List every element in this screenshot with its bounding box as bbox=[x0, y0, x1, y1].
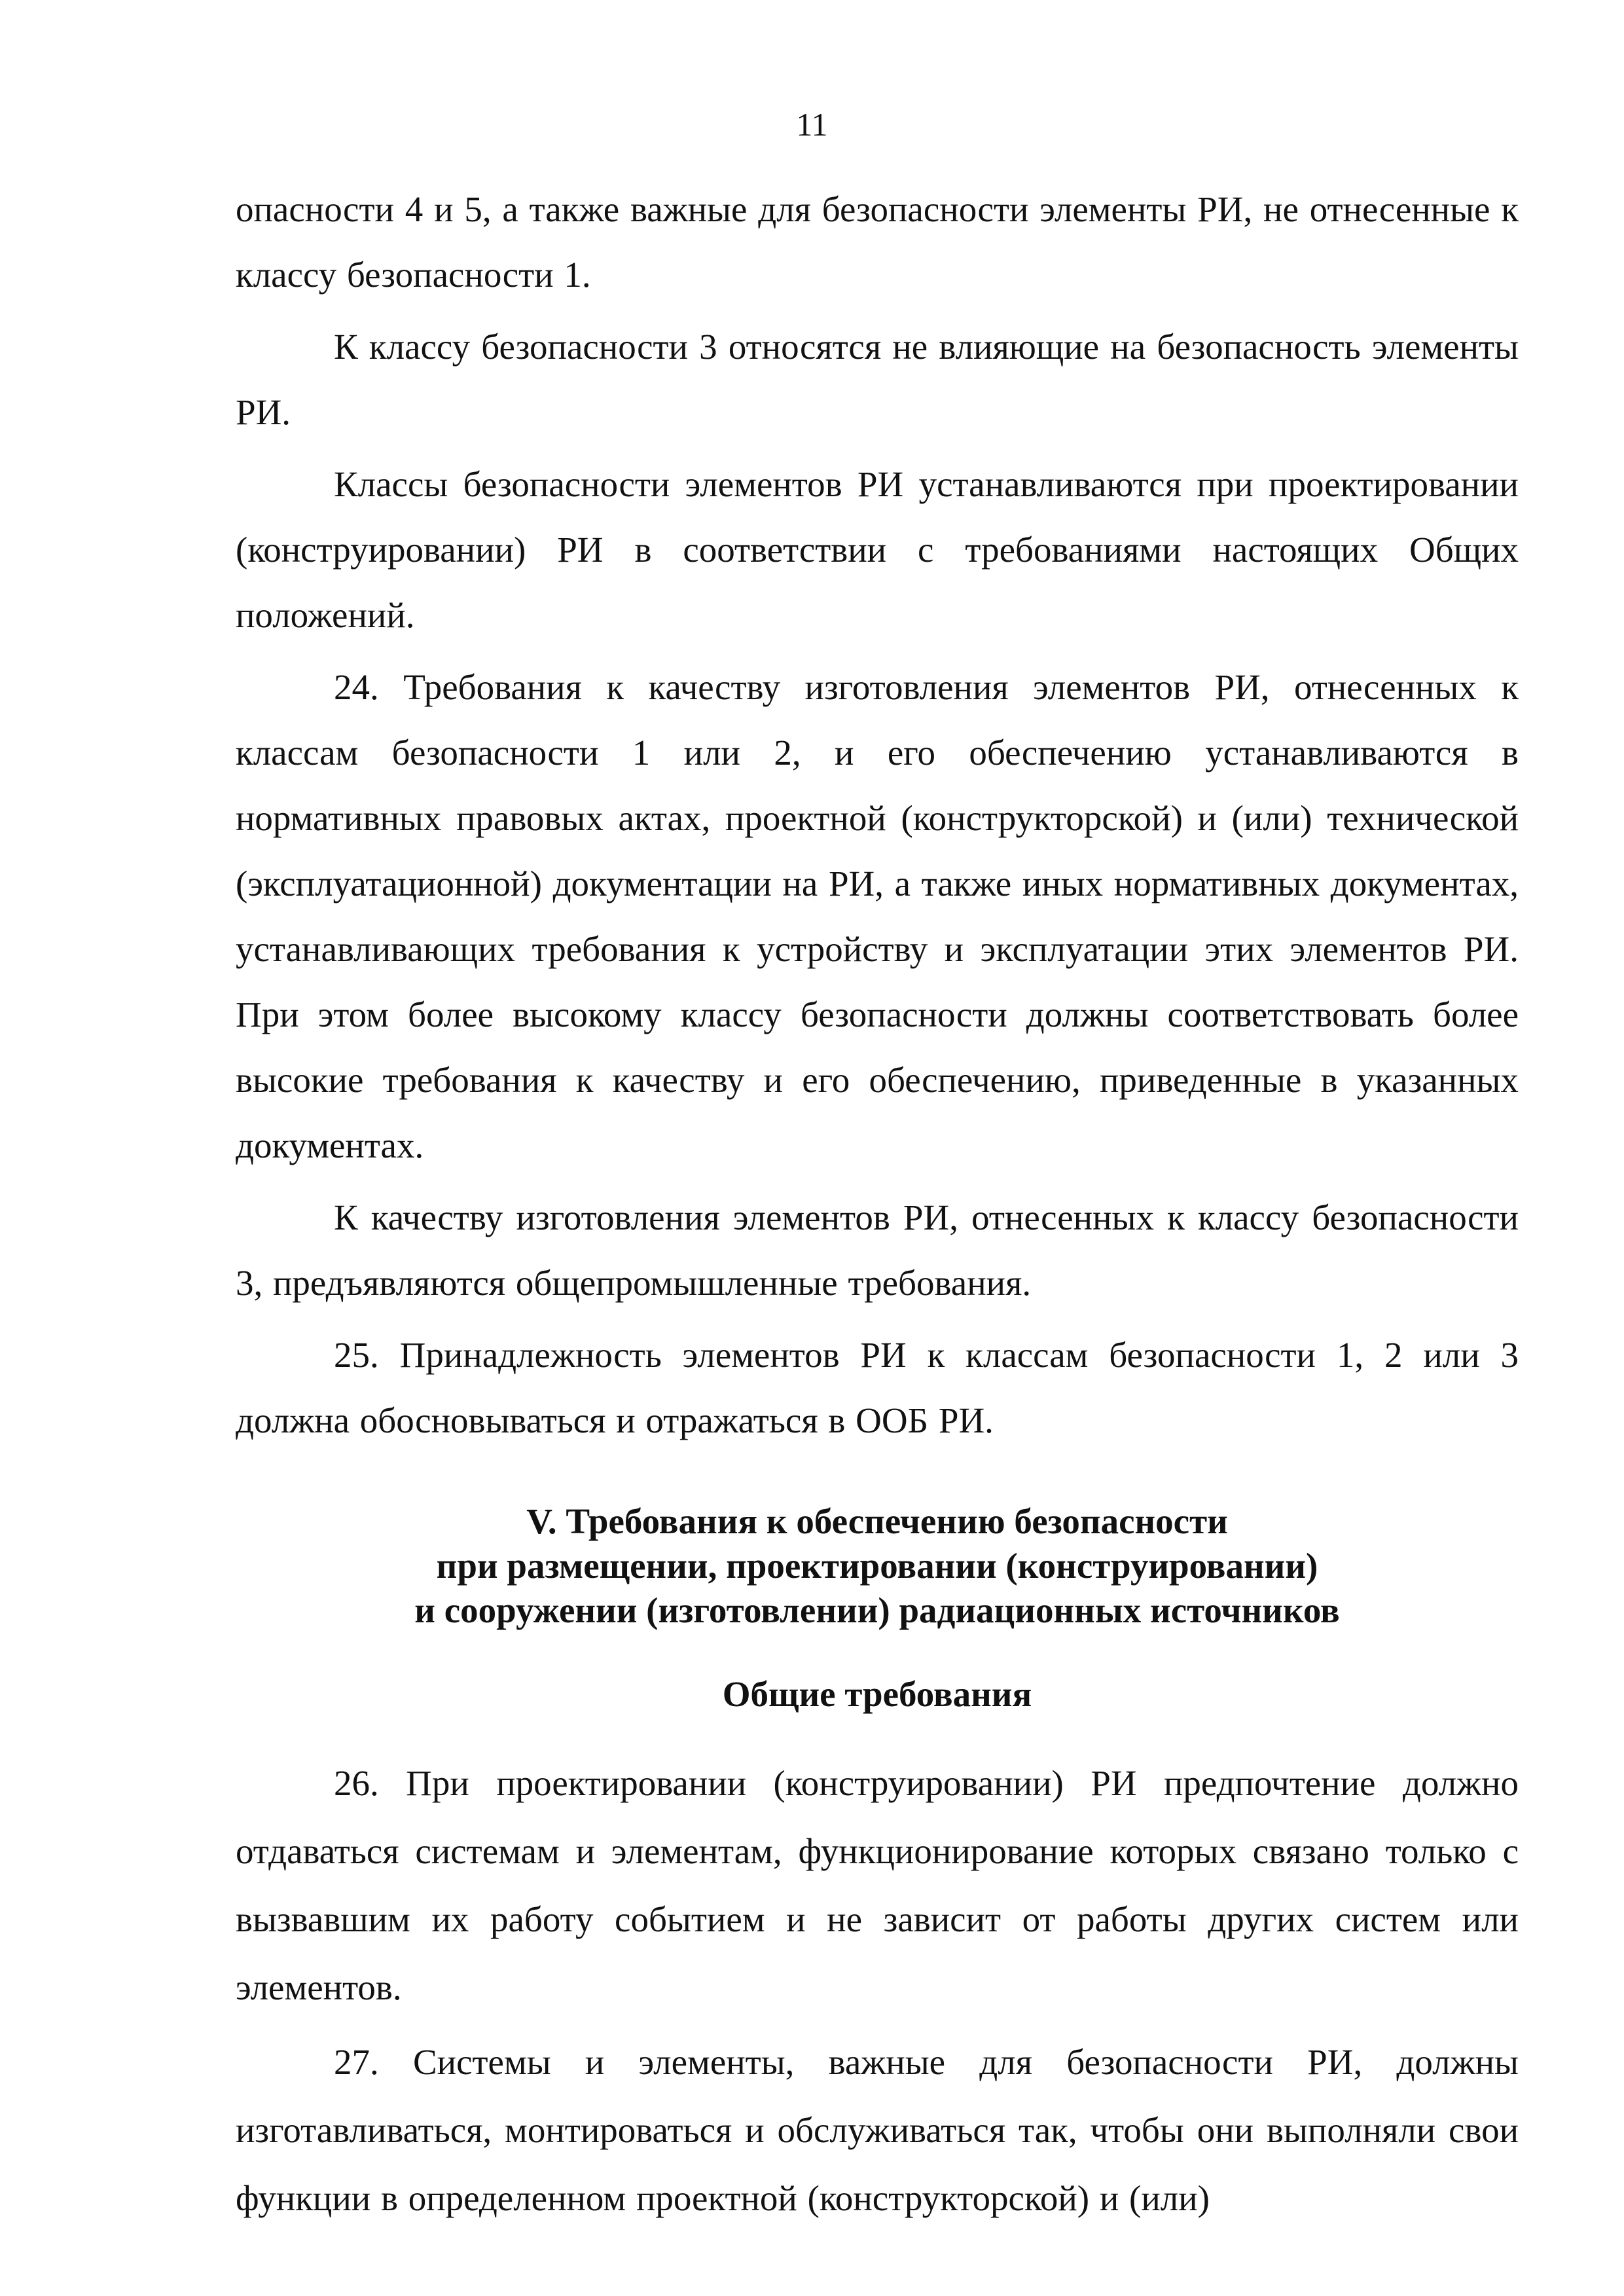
paragraph-classes-established: Классы безопасности элементов РИ устанавливаются при проектировании (конструировании) РИ в соответствии с требованиями настоящих Общих положений. bbox=[236, 464, 1519, 635]
section-heading-line-1: V. Требования к обеспечению безопасности bbox=[526, 1501, 1228, 1541]
document-body bbox=[236, 177, 1519, 2239]
paragraph-item-27: 27. Системы и элементы, важные для безопасности РИ, должны изготавливаться, монтироваться и обслуживаться так, чтобы они выполняли свои функции в определенном проектной (конструкторской) и (или) bbox=[236, 2042, 1519, 2218]
subsection-heading: Общие требования bbox=[722, 1674, 1032, 1714]
paragraph-quality-class-3: К качеству изготовления элементов РИ, отнесенных к классу безопасности 3, предъявляются общепромышленные требования. bbox=[236, 1197, 1519, 1303]
section-heading bbox=[236, 1499, 1519, 1633]
paragraph-item-26: 26. При проектировании (конструировании) РИ предпочтение должно отдаваться системам и элементам, функционирование которых связано только с вызвавшим их работу событием и не зависит от работы других систем или элементов. bbox=[236, 1763, 1519, 2007]
section-heading-line-2: при размещении, проектировании (конструировании) bbox=[436, 1546, 1318, 1586]
page-number: 11 bbox=[796, 106, 828, 143]
paragraph-class-3: К классу безопасности 3 относятся не влияющие на безопасность элементы РИ. bbox=[236, 327, 1519, 432]
paragraph-item-25: 25. Принадлежность элементов РИ к классам безопасности 1, 2 или 3 должна обосновываться и отражаться в ООБ РИ. bbox=[236, 1335, 1519, 1440]
section-body bbox=[236, 1749, 1519, 2232]
paragraph-continuation: опасности 4 и 5, а также важные для безопасности элементы РИ, не отнесенные к классу безопасности 1. bbox=[236, 189, 1519, 295]
paragraph-item-24: 24. Требования к качеству изготовления элементов РИ, отнесенных к классам безопасности 1 или 2, и его обеспечению устанавливаются в нормативных правовых актах, проектной (конструкторской) и (или) технической (эксплуатационной) документации на РИ, а также иных нормативных документах, устанавливающих требования к устройству и эксплуатации этих элементов РИ. При этом более высокому классу безопасности должны соответствовать более высокие требования к качеству и его обеспечению, приведенные в указанных документах. bbox=[236, 667, 1519, 1165]
section-heading-line-3: и сооружении (изготовлении) радиационных источников bbox=[414, 1590, 1340, 1630]
